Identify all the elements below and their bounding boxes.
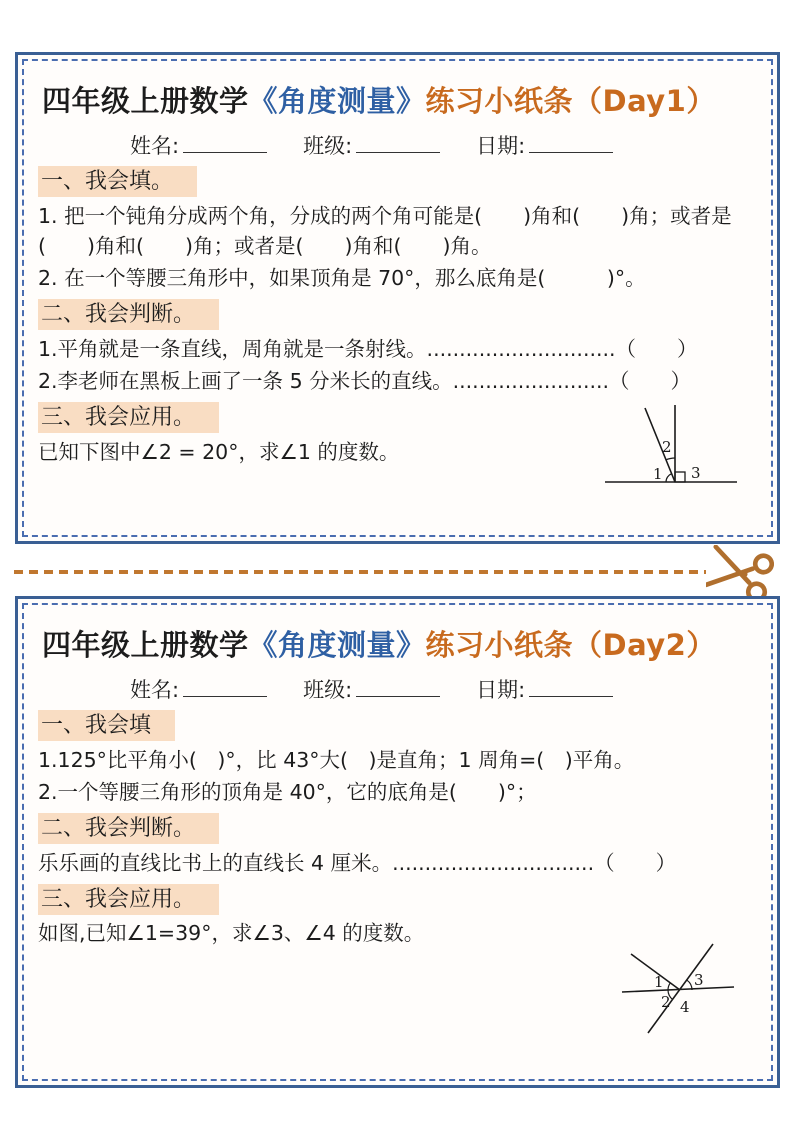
judge-question-1: 1.平角就是一条直线，周角就是一条射线。.............................（ ）: [38, 336, 698, 361]
angle-diagram-day2: [618, 935, 738, 1054]
section-heading-judge: 二、我会判断。: [38, 300, 757, 330]
section-heading-fill: 一、我会填。: [38, 167, 757, 197]
worksheet-card-day1: [15, 52, 780, 544]
section-heading-judge: 二、我会判断。: [38, 814, 757, 844]
title-part-blue: 《角度测量》: [248, 84, 426, 118]
name-blank: [183, 134, 267, 153]
page-title: [42, 79, 757, 120]
date-blank: [529, 134, 613, 153]
name-blank: [183, 678, 267, 697]
angle-diagram-day1: [601, 402, 741, 501]
fill-question-2: 2. 在一个等腰三角形中，如果顶角是 70°，那么底角是( )°。: [38, 265, 646, 290]
name-field: [130, 674, 267, 704]
class-field: [303, 674, 440, 704]
fill-question-2: 2.一个等腰三角形的顶角是 40°，它的底角是( )°；: [38, 779, 537, 804]
angle-label-2: 2: [662, 438, 672, 456]
title-part-black: 四年级上册数学: [42, 84, 249, 118]
section-heading-apply: 三、我会应用。: [38, 885, 757, 915]
title-part-blue: 《角度测量》: [248, 628, 426, 662]
angle-label-1: 1: [654, 973, 664, 991]
fill-question-1: 1. 把一个钝角分成两个角，分成的两个角可能是( )角和( )角；或者是( )角和( )角；或者是( )角和( )角。: [38, 203, 732, 258]
judge-question-2: 2.李老师在黑板上画了一条 5 分米长的直线。........................（ ）: [38, 368, 692, 393]
date-label: 日期:: [476, 134, 526, 158]
apply-question: 如图,已知∠1=39°，求∠3、∠4 的度数。: [38, 921, 425, 946]
name-label: 姓名:: [130, 678, 180, 702]
card-dashed-frame: [22, 59, 773, 537]
angle-label-4: 4: [680, 998, 690, 1016]
section-heading-fill: 一、我会填: [38, 711, 757, 741]
date-field: [476, 674, 613, 704]
worksheet-card-day2: [15, 596, 780, 1088]
title-part-orange: 练习小纸条（Day1）: [425, 84, 716, 118]
judge-question-1: 乐乐画的直线比书上的直线长 4 厘米。...............................（ ）: [38, 850, 677, 875]
card-dashed-frame: [22, 603, 773, 1081]
angle-label-3: 3: [694, 971, 704, 989]
class-field: [303, 130, 440, 160]
apply-question: 已知下图中∠2 = 20°，求∠1 的度数。: [38, 439, 400, 464]
student-info-row: [130, 130, 757, 160]
date-field: [476, 130, 613, 160]
fill-question-1: 1.125°比平角小( )°，比 43°大( )是直角；1 周角=( )平角。: [38, 747, 635, 772]
date-blank: [529, 678, 613, 697]
title-part-black: 四年级上册数学: [42, 628, 249, 662]
title-part-orange: 练习小纸条（Day2）: [425, 628, 716, 662]
class-label: 班级:: [303, 678, 353, 702]
date-label: 日期:: [476, 678, 526, 702]
class-label: 班级:: [303, 134, 353, 158]
angle-label-2: 2: [661, 993, 671, 1011]
name-label: 姓名:: [130, 134, 180, 158]
angle-label-1: 1: [653, 465, 663, 483]
section-heading-apply: 三、我会应用。: [38, 403, 757, 433]
class-blank: [356, 134, 440, 153]
angle-label-3: 3: [691, 464, 701, 482]
name-field: [130, 130, 267, 160]
page-title: [42, 623, 757, 664]
class-blank: [356, 678, 440, 697]
scissors-icon: [706, 545, 774, 601]
cut-dashed-line: [14, 570, 706, 574]
student-info-row: [130, 674, 757, 704]
